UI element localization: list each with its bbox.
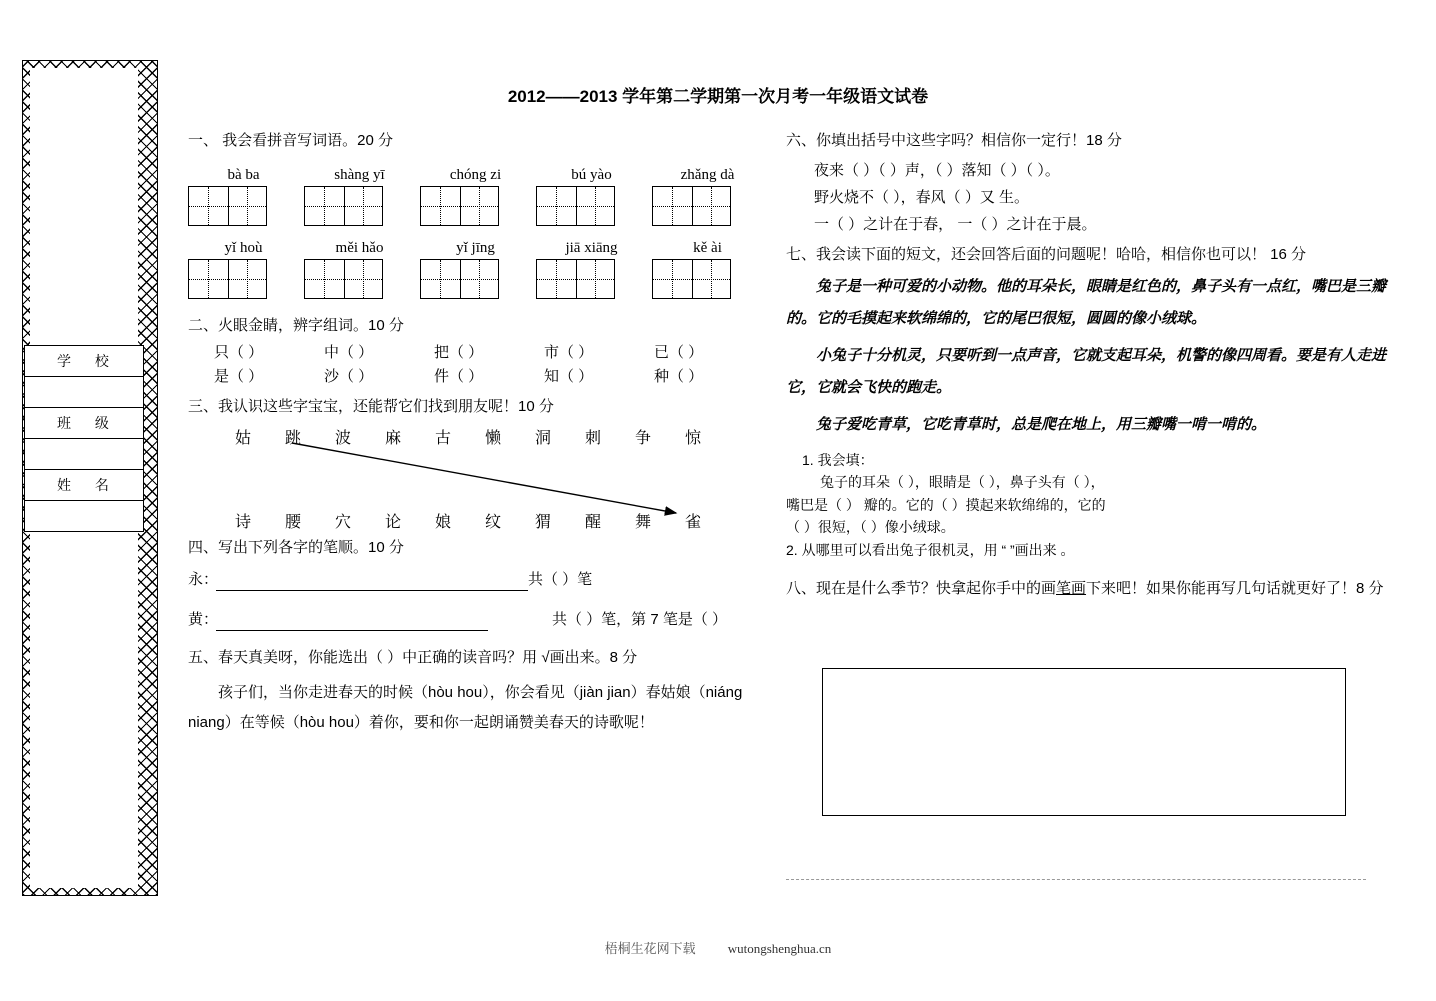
- pinyin-label: jiā xiāng: [565, 239, 618, 256]
- question-5-body: 孩子们，当你走进春天的时候（hòu hou），你会看见（jiàn jian）春姑娘（niáng niang）在等候（hòu hou）着你，要和你一起朗诵赞美春天的诗歌呢！: [188, 683, 743, 732]
- match-char[interactable]: 猬: [534, 513, 551, 531]
- page-title: 2012——2013 学年第二学期第一次月考一年级语文试卷: [507, 87, 929, 106]
- table-row: [25, 377, 144, 408]
- pinyin-label: chóng zi: [449, 166, 502, 183]
- table-row: [25, 408, 144, 439]
- pinyin-label: zhǎng dà: [680, 166, 735, 183]
- question-1-pinyin-row-2: [188, 240, 768, 257]
- question-8-heading-part-2: 下来吧！如果你能再写几句话就更好了！8 分: [1086, 580, 1384, 598]
- match-char[interactable]: 懒: [484, 429, 501, 447]
- pinyin-label: yǐ jīng: [456, 239, 495, 256]
- class-label: 班 级: [25, 408, 144, 439]
- question-6-line-1[interactable]: 夜来（ ）（ ）声，（ ）落知（ ）（ ）。: [814, 161, 1060, 179]
- match-char[interactable]: 娘: [434, 513, 451, 531]
- pinyin-label: bú yào: [571, 166, 612, 183]
- question-8-heading-part-1: 八、现在是什么季节？快拿起你手中的画: [786, 580, 1057, 598]
- question-1-pinyin-row-1: [188, 167, 768, 184]
- match-char[interactable]: 论: [384, 513, 401, 531]
- question-4-line-2: [188, 605, 768, 635]
- word-blank[interactable]: 市（ ）: [544, 344, 594, 361]
- question-4-line-1: [188, 565, 768, 595]
- pinyin-label: yǐ hoù: [224, 239, 263, 256]
- pinyin-label: shàng yī: [334, 166, 385, 183]
- question-3-bottom-characters: [218, 509, 718, 532]
- stroke-char-huang: 黄：: [188, 611, 219, 628]
- school-input[interactable]: [25, 377, 144, 408]
- question-3-heading: 三、我认识这些字宝宝，还能帮它们找到朋友呢！10 分: [188, 398, 554, 415]
- word-blank[interactable]: 知（ ）: [544, 368, 594, 385]
- word-blank[interactable]: 沙（ ）: [324, 368, 374, 385]
- stroke-answer-rule[interactable]: [216, 590, 528, 591]
- question-6-line-2[interactable]: 野火烧不（ ），春风（ ）又 生。: [814, 188, 1030, 206]
- left-column: [188, 130, 768, 739]
- question-3-matching-area: [188, 425, 768, 533]
- stroke-char-yong: 永：: [188, 571, 219, 588]
- question-8-heading-underlined: 笔画: [1056, 580, 1087, 598]
- word-blank[interactable]: 只（ ）: [214, 344, 264, 361]
- school-label: 学 校: [25, 346, 144, 377]
- tianzige-box[interactable]: [536, 259, 615, 299]
- word-blank[interactable]: 已（ ）: [654, 344, 704, 361]
- name-label: 姓 名: [25, 470, 144, 501]
- match-char[interactable]: 雀: [684, 513, 701, 531]
- reading-passage-paragraph-1: 兔子是一种可爱的小动物。他的耳朵长，眼睛是红色的，鼻子头有一点红，嘴巴是三瓣的。它的毛摸起来软绵绵的，它的尾巴很短，圆圆的像小绒球。: [786, 279, 1387, 327]
- word-blank[interactable]: 是（ ）: [214, 368, 264, 385]
- question-8-heading: [786, 578, 1386, 601]
- question-2-heading: 二、火眼金睛，辨字组词。10 分: [188, 316, 404, 334]
- question-7-fill-line-2[interactable]: 嘴巴是（ ） 瓣的。它的（ ）摸起来软绵绵的，它的: [786, 496, 1106, 513]
- match-char[interactable]: 争: [634, 429, 651, 447]
- class-input[interactable]: [25, 439, 144, 470]
- stroke-count-blank[interactable]: 共（ ）笔: [528, 571, 593, 588]
- question-1-grid-row-2: [188, 259, 768, 299]
- table-row: [25, 346, 144, 377]
- tianzige-box[interactable]: [304, 259, 383, 299]
- table-row: [25, 439, 144, 470]
- question-7-sub-2[interactable]: 2. 从哪里可以看出兔子很机灵，用 “ ”画出来 。: [786, 542, 1075, 559]
- table-row: [25, 501, 144, 532]
- match-char[interactable]: 穴: [334, 513, 351, 531]
- question-1-grid-row-1: [188, 186, 768, 226]
- footer-source-label: 梧桐生花网下载: [604, 941, 696, 956]
- tianzige-box[interactable]: [304, 186, 383, 226]
- question-2-row-2: [214, 365, 768, 386]
- match-char[interactable]: 舞: [634, 513, 651, 531]
- reading-passage-paragraph-2: 小兔子十分机灵，只要听到一点声音，它就支起耳朵，机警的像四周看。要是有人走进它，它就会飞快的跑走。: [786, 348, 1387, 396]
- drawing-answer-box[interactable]: [822, 668, 1346, 816]
- question-7-fill-line-1[interactable]: 兔子的耳朵（ ），眼睛是（ ），鼻子头有（ ），: [820, 474, 1105, 491]
- question-7-heading: 七、我会读下面的短文，还会回答后面的问题呢！哈哈，相信你也可以！ 16 分: [786, 245, 1307, 263]
- table-row: [25, 470, 144, 501]
- dashed-separator: [786, 879, 1366, 880]
- pinyin-label: bà ba: [227, 166, 260, 183]
- reading-passage-paragraph-3: 兔子爱吃青草，它吃青草时，总是爬在地上，用三瓣嘴一啃一啃的。: [816, 417, 1267, 433]
- match-char[interactable]: 麻: [384, 429, 401, 447]
- match-char[interactable]: 波: [334, 429, 351, 447]
- footer: [0, 938, 1436, 957]
- match-char[interactable]: 洞: [534, 429, 551, 447]
- pinyin-label: měi hǎo: [335, 239, 384, 256]
- match-char[interactable]: 腰: [284, 513, 301, 531]
- question-4-heading: 四、写出下列各字的笔顺。10 分: [188, 538, 404, 556]
- name-input[interactable]: [25, 501, 144, 532]
- question-6-line-3[interactable]: 一（ ）之计在于春， 一（ ）之计在于晨。: [814, 215, 1097, 233]
- question-7-sub-1-label: 1. 我会填：: [802, 451, 874, 468]
- tianzige-box[interactable]: [188, 186, 267, 226]
- question-7-fill-line-3[interactable]: （ ）很短，（ ）像小绒球。: [786, 518, 955, 535]
- question-6-heading: 六、你填出括号中这些字吗？相信你一定行！18 分: [786, 132, 1122, 149]
- tianzige-box[interactable]: [420, 186, 499, 226]
- match-char[interactable]: 姑: [234, 429, 251, 447]
- question-2-row-1: [214, 341, 768, 362]
- word-blank[interactable]: 件（ ）: [434, 368, 484, 385]
- tianzige-box[interactable]: [652, 259, 731, 299]
- stroke-answer-rule[interactable]: [216, 630, 488, 631]
- word-blank[interactable]: 种（ ）: [654, 368, 704, 385]
- match-char[interactable]: 醒: [584, 513, 601, 531]
- match-char[interactable]: 跳: [284, 429, 301, 447]
- word-blank[interactable]: 把（ ）: [434, 344, 484, 361]
- right-column: [786, 130, 1386, 605]
- tianzige-box[interactable]: [420, 259, 499, 299]
- question-1-heading: 一、 我会看拼音写词语。20 分: [188, 132, 394, 149]
- word-blank[interactable]: 中（ ）: [324, 344, 374, 361]
- tianzige-box[interactable]: [652, 186, 731, 226]
- match-char[interactable]: 纹: [484, 513, 501, 531]
- stroke-count-blank[interactable]: 共（ ）笔，第 7 笔是（ ）: [552, 611, 728, 628]
- match-char[interactable]: 诗: [234, 513, 251, 531]
- question-5-heading: 五、春天真美呀，你能选出（ ）中正确的读音吗？用 √画出来。8 分: [188, 649, 638, 666]
- footer-website: wutongshenghua.cn: [727, 941, 832, 956]
- tianzige-box[interactable]: [536, 186, 615, 226]
- match-char[interactable]: 古: [434, 429, 451, 447]
- student-info-table: [24, 345, 144, 532]
- tianzige-box[interactable]: [188, 259, 267, 299]
- pinyin-label: kě ài: [693, 239, 722, 256]
- match-char[interactable]: 惊: [684, 429, 701, 447]
- match-char[interactable]: 刺: [584, 429, 601, 447]
